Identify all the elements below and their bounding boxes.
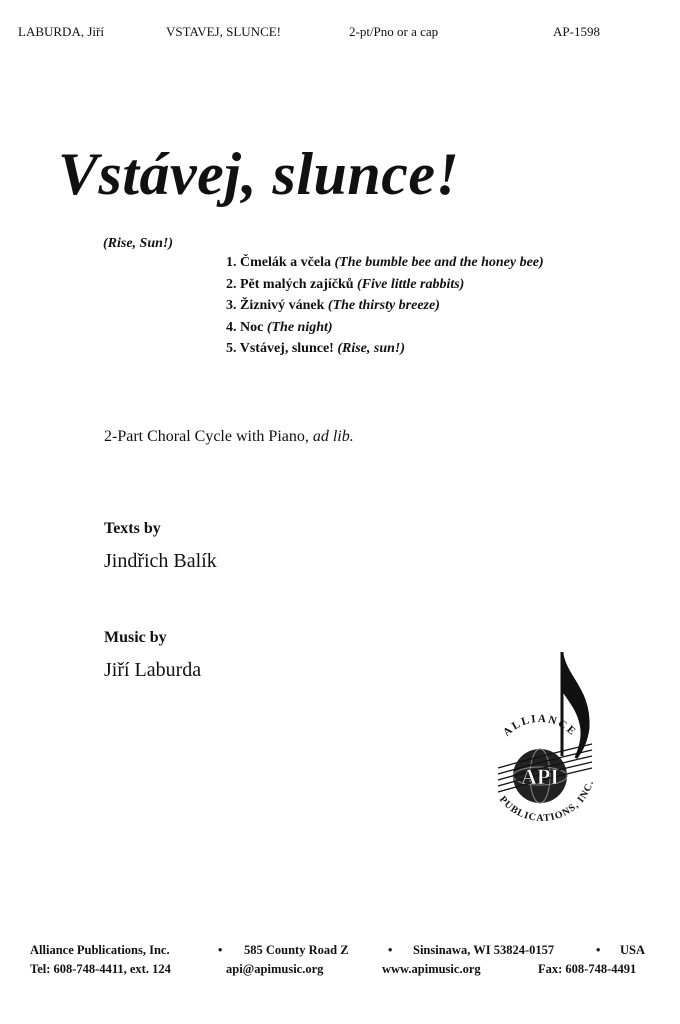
header-voicing: 2-pt/Pno or a cap	[349, 24, 439, 39]
note-flag-icon	[562, 652, 588, 758]
song-name: 3. Žiznivý vánek	[226, 298, 325, 313]
footer-fax: Fax: 608-748-4491	[538, 962, 637, 976]
subtitle: (Rise, Sun!)	[103, 236, 174, 251]
page-title: Vstávej, slunce!	[58, 141, 460, 207]
song-name: 1. Čmelák a včela	[226, 255, 331, 270]
cycle-italic: ad lib.	[312, 428, 354, 445]
footer-city: Sinsinawa, WI 53824-0157	[413, 943, 555, 957]
song-name: 5. Vstávej, slunce!	[226, 341, 334, 356]
music-label: Music by	[104, 629, 167, 646]
list-item	[226, 338, 544, 360]
header-catalog: AP-1598	[553, 24, 600, 39]
music-composer: Jiří Laburda	[104, 659, 202, 681]
song-list	[226, 252, 544, 360]
footer-company: Alliance Publications, Inc.	[30, 943, 170, 957]
list-item	[226, 252, 544, 274]
song-translation: (Rise, sun!)	[337, 341, 406, 356]
list-item	[226, 317, 544, 339]
header-composer: LABURDA, Jiří	[18, 24, 104, 39]
header-title: VSTAVEJ, SLUNCE!	[166, 24, 282, 39]
list-item	[226, 274, 544, 296]
footer-email: api@apimusic.org	[226, 962, 324, 976]
song-translation: (The thirsty breeze)	[327, 298, 440, 313]
publisher-logo	[470, 648, 610, 848]
cycle-description	[104, 428, 354, 446]
footer-separator: •	[596, 943, 601, 957]
footer-website: www.apimusic.org	[382, 962, 481, 976]
cycle-text: 2-Part Choral Cycle with Piano,	[104, 428, 313, 445]
footer-country: USA	[620, 943, 646, 957]
song-translation: (The bumble bee and the honey bee)	[334, 255, 544, 270]
logo-bottom-text: PUBLICATIONS, INC.	[496, 778, 597, 825]
song-translation: (The night)	[266, 319, 333, 335]
song-translation: (Five little rabbits)	[357, 276, 465, 292]
footer-separator: •	[388, 943, 393, 957]
texts-label: Texts by	[104, 520, 161, 537]
logo-top-text: ALLIANCE	[500, 712, 580, 739]
footer-phone: Tel: 608-748-4411, ext. 124	[30, 962, 171, 976]
footer-address: 585 County Road Z	[244, 943, 349, 957]
song-name: 2. Pět malých zajíčků	[226, 276, 354, 292]
logo-center-text: API	[521, 764, 559, 789]
list-item	[226, 295, 544, 317]
footer-separator: •	[218, 943, 223, 957]
texts-author: Jindřich Balík	[104, 550, 217, 572]
song-name: 4. Noc	[226, 319, 264, 335]
